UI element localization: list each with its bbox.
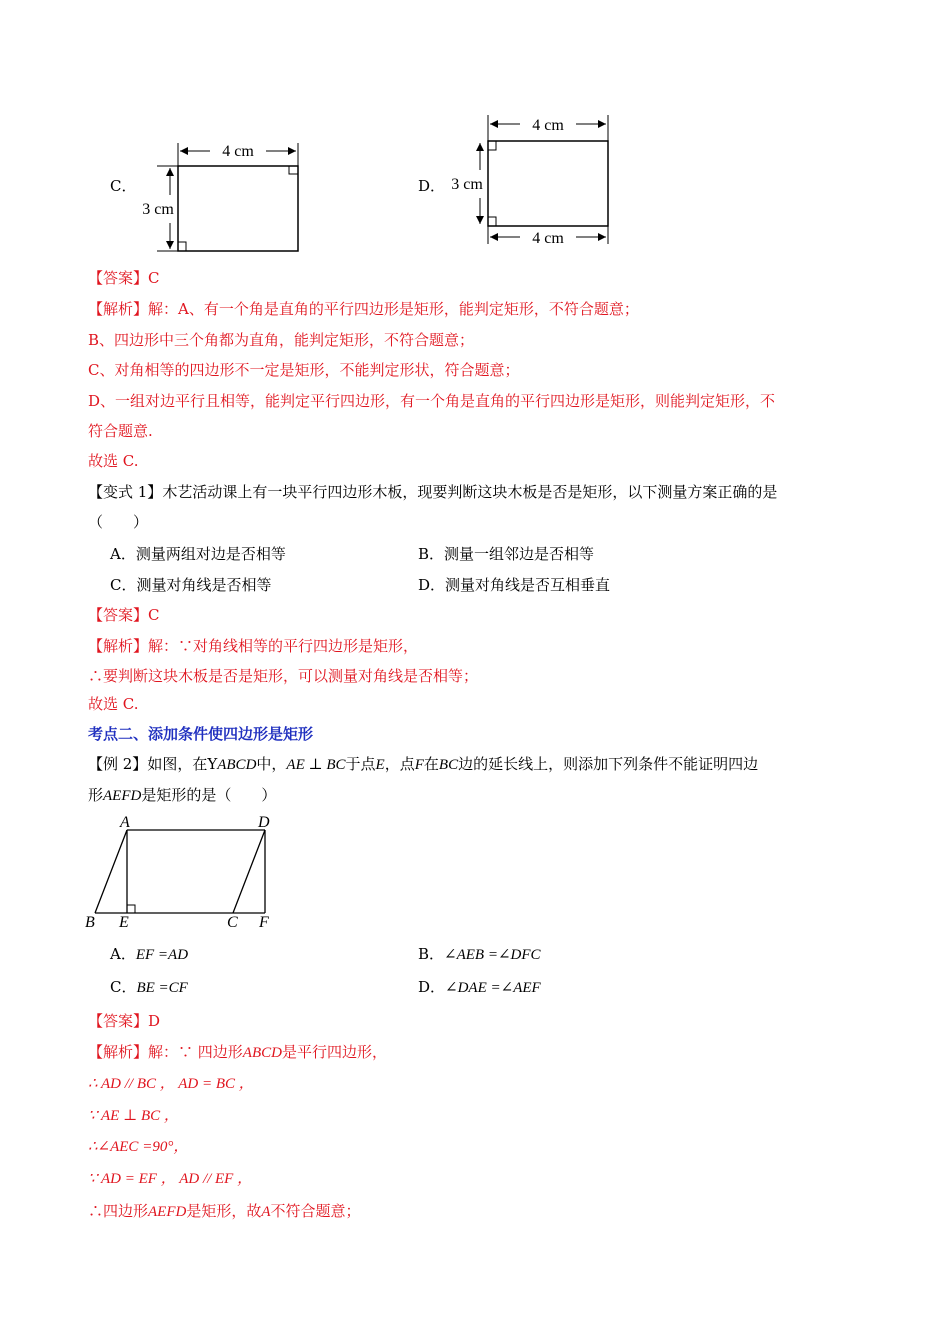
variant-1-option-c: C．测量对角线是否相等 <box>110 576 272 594</box>
example-2-option-b <box>418 944 541 965</box>
variant-1-option-b: B．测量一组邻边是否相等 <box>418 545 595 563</box>
analysis-3-abcd: ABCD <box>242 1045 282 1061</box>
analysis-2-conclusion: 故选 C. <box>88 695 139 713</box>
analysis-2-line-2: ∴要判断这块木板是否是矩形，可以测量对角线是否相等； <box>88 667 479 685</box>
option-b-text: ∠AEB =∠DFC <box>444 947 541 963</box>
analysis-3-aefd: AEFD <box>148 1204 187 1220</box>
analysis-1-line-1 <box>88 299 639 319</box>
analysis-3-text: 是平行四边形， <box>281 1043 387 1061</box>
variant-1-text: 木艺活动课上有一块平行四边形木板，现要判断这块木板是否是矩形，以下测量方案正确的是 <box>162 483 778 501</box>
option-a-label: A． <box>110 945 136 963</box>
analysis-3-text: 不符合题意； <box>270 1202 361 1220</box>
figure-d-width-bottom: 4 cm <box>532 230 564 247</box>
vertex-f-label: F <box>259 914 269 931</box>
answer-2-value: C <box>148 606 160 624</box>
figure-c-label: C． <box>110 177 137 195</box>
answer-2 <box>88 605 160 625</box>
example-2-text: 于点 <box>345 755 376 773</box>
example-2-text: 边的延长线上，则添加下列条件不能证明四边 <box>458 755 759 773</box>
example-2-tag: 【例 2】 <box>88 755 148 773</box>
analysis-1-tag: 【解析】 <box>88 300 149 318</box>
option-a-text: EF =AD <box>135 947 189 963</box>
answer-3-value: D <box>148 1012 161 1030</box>
analysis-1-line-2: B、四边形中三个角都为直角，能判定矩形，不符合题意； <box>88 331 475 349</box>
example-2-option-a <box>110 944 188 965</box>
example-2-condition: AE ⊥ BC <box>286 757 346 773</box>
parallelogram-figure <box>82 812 282 932</box>
option-b-label: B． <box>418 945 445 963</box>
figure-c-height: 3 cm <box>142 201 174 218</box>
analysis-3-line-5: ∵ AD = EF ， AD // EF ， <box>88 1171 253 1187</box>
figure-d-width-top: 4 cm <box>532 117 564 134</box>
answer-1-value: C <box>148 269 160 287</box>
example-2-text: ，点 <box>384 755 415 773</box>
example-2-text: 如图，在 <box>147 755 208 773</box>
example-2-text: 在 <box>423 755 439 773</box>
analysis-3-line-4: ∴∠AEC =90°， <box>88 1139 189 1155</box>
option-d-label: D． <box>418 978 446 996</box>
analysis-3-text: ∴四边形 <box>88 1202 149 1220</box>
example-2-question-line-1 <box>88 754 758 775</box>
vertex-e-label: E <box>119 914 129 931</box>
vertex-d-label: D <box>258 814 270 831</box>
answer-3 <box>88 1011 160 1031</box>
example-2-option-c <box>110 977 188 998</box>
variant-1-question <box>88 482 777 502</box>
answer-1 <box>88 268 160 288</box>
option-c-label: C． <box>110 978 137 996</box>
example-2-question-line-2 <box>88 785 276 806</box>
analysis-3-text: 解：∵ 四边形 <box>148 1043 243 1061</box>
analysis-1-line-3: C、对角相等的四边形不一定是矩形，不能判定形状，符合题意； <box>88 361 520 379</box>
analysis-1-text-1: 解：A、有一个角是直角的平行四边形是矩形，能判定矩形，不符合题意； <box>148 300 639 318</box>
figure-c-rectangle <box>128 135 308 260</box>
variant-1-option-a: A．测量两组对边是否相等 <box>110 545 286 563</box>
figure-d-rectangle <box>438 110 618 250</box>
parallelogram-symbol: Y <box>207 755 218 773</box>
example-2-aefd: AEFD <box>103 788 142 804</box>
analysis-3-a: A <box>261 1204 271 1220</box>
figure-c-width: 4 cm <box>222 143 254 160</box>
analysis-3-line-3: ∵ AE ⊥ BC ， <box>88 1108 179 1124</box>
answer-1-tag: 【答案】 <box>88 269 149 287</box>
vertex-c-label: C <box>227 914 238 931</box>
analysis-3-line-1 <box>88 1042 387 1063</box>
vertex-b-label: B <box>85 914 95 931</box>
example-2-text: 中， <box>256 755 287 773</box>
example-2-abcd: ABCD <box>217 757 257 773</box>
analysis-3-line-2: ∴ AD // BC ， AD = BC ， <box>88 1076 254 1092</box>
answer-3-tag: 【答案】 <box>88 1012 149 1030</box>
analysis-3-tag: 【解析】 <box>88 1043 149 1061</box>
option-c-text: BE =CF <box>136 980 188 996</box>
analysis-2-line-1 <box>88 636 418 656</box>
example-2-bc: BC <box>438 757 459 773</box>
figure-d-height: 3 cm <box>451 176 483 193</box>
example-2-point-e: E <box>375 757 385 773</box>
answer-2-tag: 【答案】 <box>88 606 149 624</box>
variant-1-option-d: D．测量对角线是否互相垂直 <box>418 576 611 594</box>
analysis-1-line-5: 符合题意. <box>88 422 153 440</box>
analysis-3-line-6 <box>88 1201 361 1222</box>
example-2-text: 是矩形的是（ ） <box>141 786 277 804</box>
example-2-option-d <box>418 977 541 998</box>
analysis-1-conclusion: 故选 C. <box>88 452 139 470</box>
example-2-point-f: F <box>414 757 424 773</box>
vertex-a-label: A <box>120 814 130 831</box>
section-title: 考点二、添加条件使四边形是矩形 <box>88 725 314 743</box>
analysis-1-line-4: D、一组对边平行且相等，能判定平行四边形，有一个角是直角的平行四边形是矩形，则能判定矩形，不 <box>88 392 776 410</box>
variant-1-tag: 【变式 1】 <box>88 483 163 501</box>
analysis-2-text-1: 解：∵对角线相等的平行四边形是矩形， <box>148 637 419 655</box>
variant-1-paren: （ ） <box>88 513 149 531</box>
example-2-text: 形 <box>88 786 104 804</box>
analysis-3-text: 是矩形，故 <box>186 1202 262 1220</box>
analysis-2-tag: 【解析】 <box>88 637 149 655</box>
option-d-text: ∠DAE =∠AEF <box>445 980 541 996</box>
figure-d-label: D． <box>418 177 446 195</box>
